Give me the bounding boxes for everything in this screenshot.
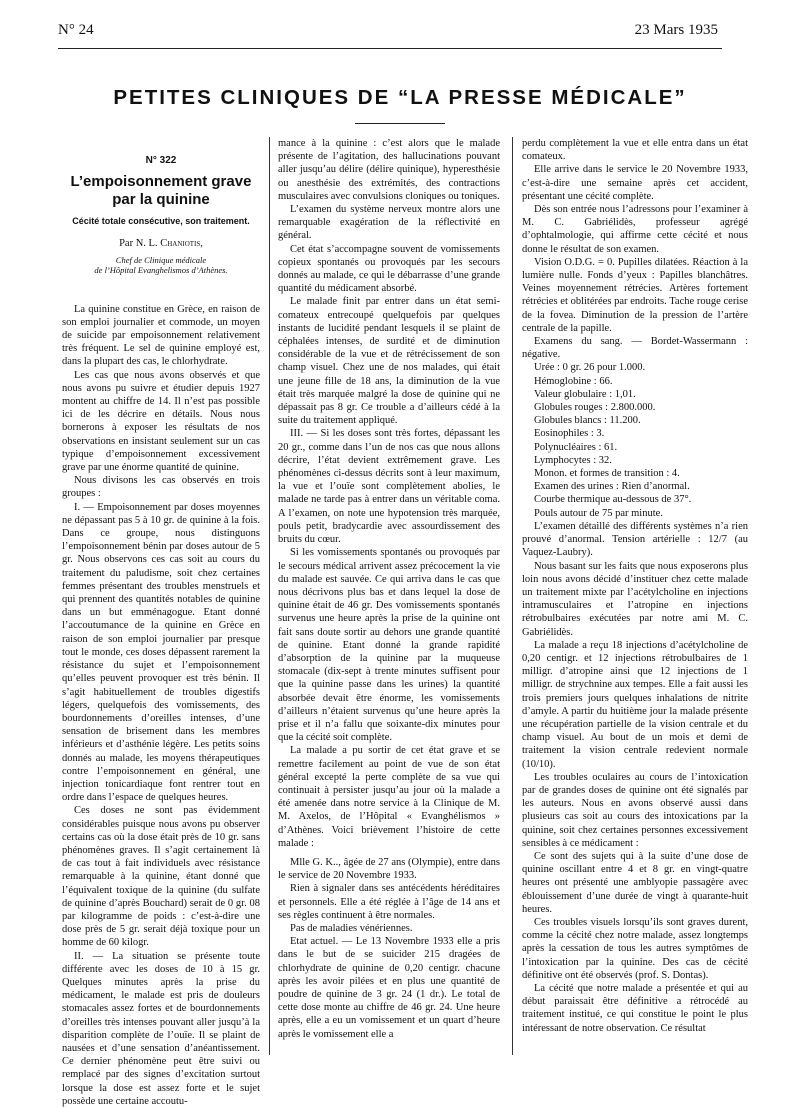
paragraph: perdu complètement la vue et elle entra dans un état comateux. <box>522 138 748 163</box>
paragraph: Le malade finit par entrer dans un état semi-comateux entrecoupé quelquefois par quelques instants de lucidité pendant lesquels il se plaint de céphalées intenses, de surdité et de diminution considérable de la vue et de rétrécissement de son champ visuel. Chez une de nos malades, qui était une jeune fille de 18 ans, la diminution de la vue était très marquée malgré la dose de quinine qui ne dépassait pas 8 gr. Ce trouble a d’ailleurs cédé à la suite du traitement appliqué. <box>278 296 500 427</box>
paragraph: Rien à signaler dans ses antécédents héréditaires et personnels. Elle a été réglée à l’âge de 14 ans et ses règles continuent à être normales. <box>278 883 500 921</box>
paragraph: Vision O.D.G. = 0. Pupilles dilatées. Réaction à la lumière nulle. Fonds d’yeux : Papilles blanchâtres. Veines moyennement rétrécies. Artères fortement rétrécies et oblitérées par endroits. Tache rouge cerise de la fovea. Diminution de la pression de l’artère centrale de la papille. <box>522 256 748 334</box>
article-body-col-1 <box>62 303 260 1108</box>
lab-value: Lymphocytes : 32. <box>534 454 612 466</box>
column-divider-1 <box>269 137 270 1055</box>
paragraph: Mlle G. K.., âgée de 27 ans (Olympie), entre dans le service de 20 Novembre 1933. <box>278 856 500 882</box>
paragraph: Les cas que nous avons observés et que nous avons pu suivre et étudier depuis 1927 montent au chiffre de 14. Il n’est pas possible ici de les décrire en détails. Nous nous bornerons à exposer les résultats de nos observations en insistant seulement sur un cas typique d’empoisonnement excessivement grave par une énorme quantité de quinine. <box>62 369 260 474</box>
paragraph: Cet état s’accompagne souvent de vomissements copieux spontanés ou provoqués par les secours donnés au malade, ce qui le débarrasse d’une grande quantité du médicament absorbé. <box>278 243 500 295</box>
lab-value: Globules blancs : 11.200. <box>534 415 641 427</box>
lab-value: Eosinophiles : 3. <box>534 428 605 440</box>
paragraph: L’examen détaillé des différents systèmes n’a rien prouvé d’anormal. Tension artérielle : 12/7 (au Vaquez-Laubry). <box>522 520 748 559</box>
article-title-line-1: L’empoisonnement grave <box>70 173 252 191</box>
section-title: PETITES CLINIQUES DE “LA PRESSE MÉDICALE” <box>113 86 687 109</box>
running-head <box>58 22 718 44</box>
author-name: Chaniotis, <box>160 238 203 250</box>
lab-value: Polynucléaires : 61. <box>534 441 618 453</box>
article-title-line-2: par la quinine <box>112 191 210 209</box>
author-line <box>62 237 260 250</box>
author-affiliation: de l’Hôpital Evanghelismos d’Athènes. <box>94 264 228 275</box>
lab-value: Monon. et formes de transition : 4. <box>534 468 680 480</box>
lab-value: Globules rouges : 2.800.000. <box>534 402 656 414</box>
paragraph: I. — Empoisonnement par doses moyennes ne dépassant pas 5 à 10 gr. de quinine à la fois. Dans ce groupe, nous distinguons l’empoisonnement bénin par doses autour de 5 gr. Nous observons ces cas soit au cours du traitement du paludisme, soit chez certaines femmes présentant des troubles menstruels et qui prennent des quantités notables de quinine dans un but emménagogue. Etant donné l’accoutumance de la quinine en Grèce en raison de son emploi journalier par presque tout le monde, ces doses dépassent rarement la résistance du sujet et l’empoisonnement qu’elles peuvent provoquer est très bénin. Il s’agit habituellement de troubles digestifs légers, quelquefois des vomissements, des bourdonnements d’oreilles intenses, d’une sensation de brisement dans les membres inférieurs et d’asthénie légère. Les petits soins donnés au malade, les moyens thérapeutiques contre l’empoisonnement en général, une injection tonicardiaque font rentrer tout en ordre dans l’espace de quelques heures. <box>62 501 260 804</box>
paragraph: Pouls autour de 75 par minute. <box>534 507 663 519</box>
paragraph: La malade a pu sortir de cet état grave et se remettre facilement au point de vue de son état général excepté la perte complète de sa vue qui continuait à persister jusqu’au jour où la malade a été amenée dans notre service à la Clinique de M. M. Axelos, de l’Hôpital « Evanghélismos » d’Athènes. Voici brièvement l’histoire de cette malade : <box>278 745 500 849</box>
paragraph: La cécité que notre malade a présentée et qui au début paraissait être définitive a rétrocédé au traitement institué, ce qui constitue le point le plus intéressant de notre observation. Ce résultat <box>522 983 748 1034</box>
paragraph: Nous basant sur les faits que nous exposerons plus loin nous avons décidé d’instituer chez cette malade un traitement mixte par l’acétylcholine en injections intramusculaires et l’atropine en injections rétrobulbaires exécutées par notre ami M. C. Gabriélidès. <box>522 560 748 638</box>
paragraph: II. — La situation se présente toute différente avec les doses de 10 à 15 gr. Quelques minutes après la prise du médicament, le malade est pris de douleurs stomacales assez fortes et de bourdonnements d’oreilles très intenses pouvant aller jusqu’à la disparition complète de l’ouïe. Il se plaint de nausées et d’une sensation d’anéantissement. Ce dernier phénomène peut être suivi ou remplacé par des signes d’excitation surtout lorsque la dose est assez forte et le sujet possède une certaine accoutu- <box>62 950 260 1107</box>
article-subtitle: Cécité totale consécutive, son traitement. <box>72 216 250 227</box>
paragraph: Examen des urines : Rien d’anormal. <box>534 481 690 493</box>
text-column-1 <box>62 150 260 1107</box>
text-column-3 <box>522 137 748 1067</box>
paragraph: Examens du sang. — Bordet-Wassermann : négative. <box>522 336 748 361</box>
article-number: N° 322 <box>145 155 177 166</box>
paragraph: mance à la quinine : c’est alors que le malade présente de l’agitation, des hallucinations pouvant aller jusqu’au délire (délire quinique), hyperesthésie ou anesthésie des extrémités, des contractions musculaires avec convulsions cloniques ou toniques. <box>278 138 500 202</box>
lab-value: Urée : 0 gr. 26 pour 1.000. <box>534 362 646 374</box>
lab-value: Valeur globulaire : 1,01. <box>534 388 636 400</box>
paragraph: Elle arrive dans le service le 20 Novembre 1933, c’est-à-dire une semaine après cet accident, présentant une cécité complète. <box>522 164 748 202</box>
paragraph: Nous divisons les cas observés en trois groupes : <box>62 475 260 500</box>
paragraph: Pas de maladies vénériennes. <box>290 922 413 934</box>
paragraph: La malade a reçu 18 injections d’acétylcholine de 0,20 centigr. et 12 injections rétrobulbaires de 1 milligr. d’atropine ainsi que 12 injections de 1 milligr. de strychnine aux tempes. Elle a fait aussi les trois premiers jours quelques inhalations de nitrite d’amyle. A partir du huitième jour la malade présente une récupération partielle de la vision centrale et du champ visuel. Au bout de un mois et demi de traitement la vision centrale redevient normale (10/10). <box>522 639 748 770</box>
paragraph: Courbe thermique au-dessous de 37°. <box>534 494 692 506</box>
paragraph: L’examen du système nerveux montre alors une remarquable exagération de la réflectivité en général. <box>278 204 500 242</box>
title-rule <box>355 123 445 124</box>
paragraph: Ces doses ne sont pas évidemment considérables puisque nous avons pu observer certains cas où la dose était près de 10 gr. sans phénomènes graves. Il s’agit certainement là de cas tout à fait individuels avec résistance remarquable à la quinine, étant donné que l’équivalent toxique de la quinine (du sulfate de quinine d’après Bouchard) serait de 0 gr. 08 par kilogramme de poids : c’est-à-dire une dose près de 5 gr. serait déjà toxique pour un homme de 60 kilogr. <box>62 805 260 949</box>
page-number: N° 24 <box>58 22 94 38</box>
column-divider-2 <box>512 137 513 1055</box>
text-column-2 <box>278 137 500 1067</box>
paragraph: Dès son entrée nous l’adressons pour l’examiner à M. C. Gabriélidès, professeur agrégé d’ophtalmologie, qui affirme cette cécité et nous donne le résultat de son examen. <box>522 204 748 255</box>
paragraph: Si les vomissements spontanés ou provoqués par le secours médical arrivent assez précocement la vie du malade est sauvée. Ce qui arriva dans le cas que nous décrivons plus bas et dans lequel la dose de quinine était de 46 gr. Des vomissements spontanés survenus une heure après la prise de la quinine ont fait sans doute sortir au dehors une grande quantité de quinine. Etant donné la grande rapidité d’absorption de la quinine par la muqueuse stomacale (dix-sept à trente minutes suffisent pour que la quinine passe dans les urines) la quantité absorbée devait être énorme, les vomissements d’ailleurs n’étaient survenus qu’une heure après la prise et il n’a fallu que soixante-dix minutes pour que la cécité soit complète. <box>278 547 500 744</box>
paragraph: Etat actuel. — Le 13 Novembre 1933 elle a pris dans le but de se suicider 215 dragées de chlorhydrate de quinine de 0,20 centigr. chacune après les avoir pilées et en plus une quantité de poudre de quinine de 3 gr. 24 (1 dr.). Le total de cette dose monte au chiffre de 46 gr. 24. Une heure après, elle a eu un vomissement et un quart d’heure après le vomissement elle a <box>278 936 500 1040</box>
paragraph: La quinine constitue en Grèce, en raison de son emploi journalier et commode, un moyen de suicide par empoisonnement relativement très fréquent. Le sel de quinine employé est, dans la plupart des cas, le chlorhydrate. <box>62 303 260 368</box>
paragraph: III. — Si les doses sont très fortes, dépassant les 20 gr., comme dans l’un de nos cas que nous allons décrire, l’état devient extrêmement grave. Les phénomènes ci-dessus décrits sont à leur maximum, la vue et l’ouïe sont complètement abolies, le malade ne tarde pas à entrer dans un véritable coma. A l’examen, on note une hypotension très marquée, pouls petit, bradycardie avec assourdissement des bruits du cœur. <box>278 428 500 546</box>
paragraph: Ces troubles visuels lorsqu’ils sont graves durent, comme la cécité chez notre malade, assez longtemps après la cessation de tous les autres symptômes de l’intoxication par la quinine. Des cas de cécité définitive ont été observés (prof. S. Dontas). <box>522 916 748 981</box>
paragraph: Ce sont des sujets qui à la suite d’une dose de quinine oscillant entre 4 et 8 gr. en vingt-quatre heures ont présenté une amblyopie passagère avec éblouissement d’une durée de vingt à quarante-huit heures. <box>522 850 748 915</box>
lab-value: Hémoglobine : 66. <box>534 375 613 387</box>
author-role: Chef de Clinique médicale <box>115 254 207 265</box>
paragraph: Les troubles oculaires au cours de l’intoxication par de grandes doses de quinine ont été signalés par les auteurs. Nous en avons observé aussi dans plusieurs cas soit au cours des intoxications par la quinine, soit chez certaines personnes excessivement sensibles à ce médicament : <box>522 771 748 849</box>
issue-date: 23 Mars 1935 <box>634 22 718 38</box>
author-prefix: Par N. L. <box>119 238 158 250</box>
header-rule <box>58 48 722 49</box>
article-title <box>62 173 260 209</box>
